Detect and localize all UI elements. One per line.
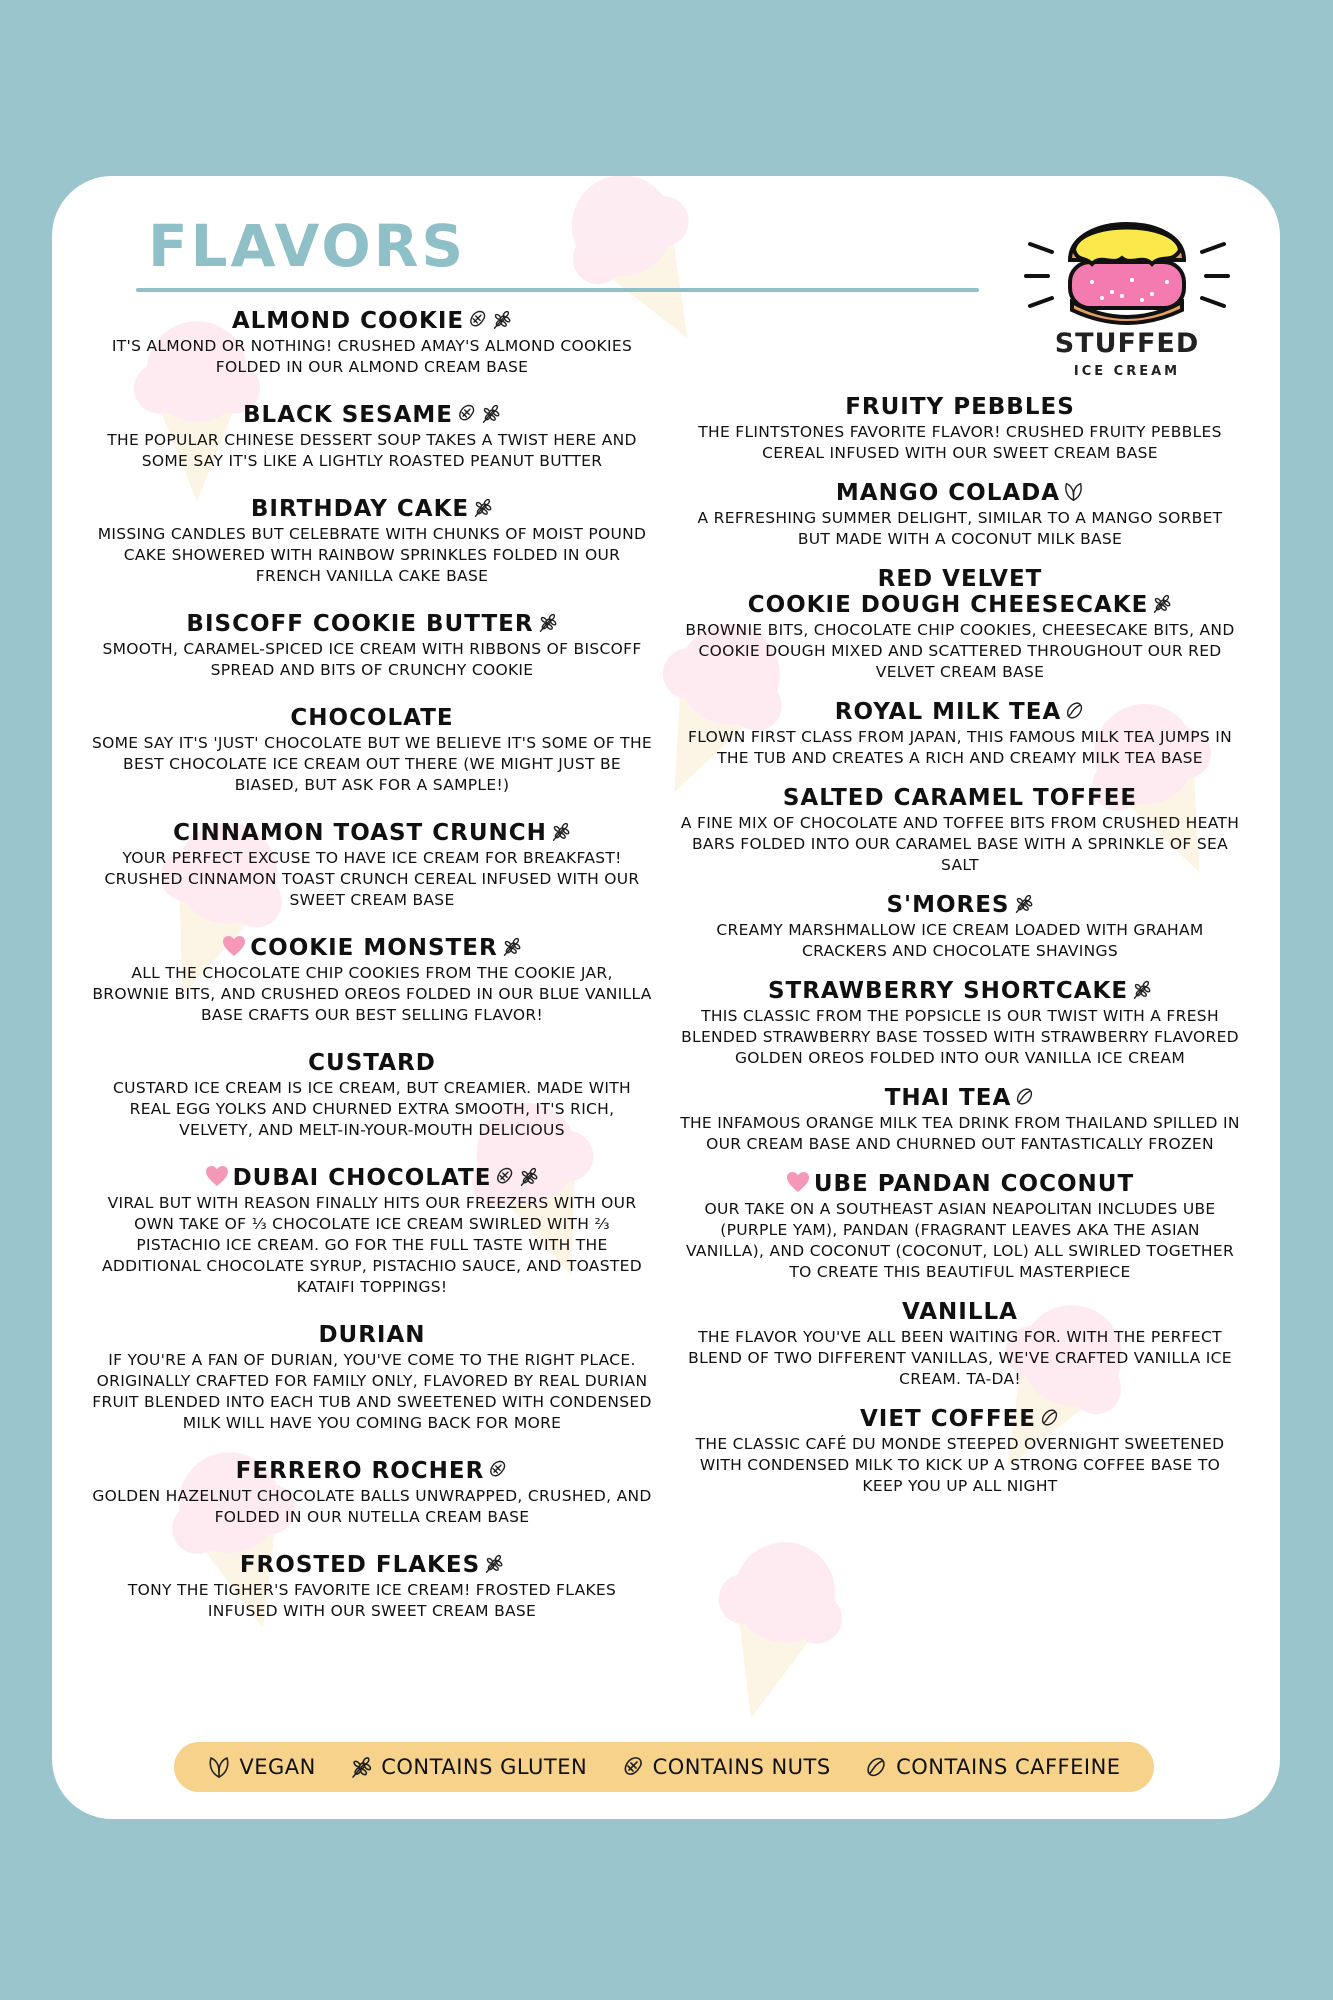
flavor-item <box>680 699 1240 769</box>
flavor-name <box>92 1322 652 1348</box>
legend-label: CONTAINS CAFFEINE <box>896 1755 1121 1779</box>
flavor-description: CUSTARD ICE CREAM IS ICE CREAM, BUT CREAMIER. MADE WITH REAL EGG YOLKS AND CHURNED EXTRA SMOOTH, IT'S RICH, VELVETY, AND MELT-IN-YOUR-MOUTH DELICIOUS <box>113 1079 631 1139</box>
flavor-item <box>680 1406 1240 1497</box>
vegan-icon <box>1063 481 1084 502</box>
flavor-name-text: VIET COFFEE <box>859 1406 1037 1432</box>
flavor-name-text: CUSTARD <box>308 1050 436 1076</box>
flavor-item <box>92 705 652 796</box>
flavor-name-text: ROYAL MILK TEA <box>834 699 1062 725</box>
flavor-name-text: THAI TEA <box>884 1085 1012 1111</box>
left-flavor-column <box>92 308 652 1622</box>
heart-icon <box>786 1171 810 1193</box>
flavor-item <box>680 394 1240 464</box>
flavor-item <box>92 1458 652 1528</box>
nut-icon <box>456 403 477 424</box>
flavor-name-text: MANGO COLADA <box>835 480 1061 506</box>
title-divider <box>136 288 979 292</box>
gluten-icon <box>1013 893 1034 914</box>
flavor-name <box>680 1171 1240 1197</box>
caffeine-icon <box>1064 700 1085 721</box>
brand-subtitle: ICE CREAM <box>1073 364 1181 379</box>
flavor-name <box>680 1085 1240 1111</box>
flavor-item <box>680 978 1240 1069</box>
flavor-item <box>92 1552 652 1622</box>
flavor-name <box>680 978 1240 1004</box>
nut-icon <box>467 309 488 330</box>
legend-item <box>349 1755 587 1779</box>
flavor-name <box>680 1406 1240 1432</box>
flavor-name-text: UBE PANDAN COCONUT <box>813 1171 1135 1197</box>
flavor-name <box>680 566 1240 618</box>
flavor-description: THE FLAVOR YOU'VE ALL BEEN WAITING FOR. WITH THE PERFECT BLEND OF TWO DIFFERENT VANILLAS, WE'VE CRAFTED VANILLA ICE CREAM. TA-DA! <box>688 1328 1232 1388</box>
flavor-name <box>92 820 652 846</box>
flavor-description: A REFRESHING SUMMER DELIGHT, SIMILAR TO A MANGO SORBET BUT MADE WITH A COCONUT MILK BASE <box>697 509 1223 548</box>
flavor-name <box>92 935 652 961</box>
flavor-item <box>92 611 652 681</box>
flavor-description: ALL THE CHOCOLATE CHIP COOKIES FROM THE COOKIE JAR, BROWNIE BITS, AND CRUSHED OREOS FOLDED IN OUR BLUE VANILLA BASE CRAFTS OUR BEST SELLING FLAVOR! <box>92 964 652 1024</box>
gluten-icon <box>349 1755 373 1779</box>
flavor-description: THE FLINTSTONES FAVORITE FLAVOR! CRUSHED FRUITY PEBBLES CEREAL INFUSED WITH OUR SWEET CREAM BASE <box>698 423 1222 462</box>
flavor-name <box>680 785 1240 811</box>
flavor-description: OUR TAKE ON A SOUTHEAST ASIAN NEAPOLITAN INCLUDES UBE (PURPLE YAM), PANDAN (FRAGRANT LEAVES AKA THE ASIAN VANILLA), AND COCONUT (COCONUT, LOL) ALL SWIRLED TOGETHER TO CREATE THIS BEAUTIFUL MASTERPIECE <box>685 1200 1235 1281</box>
flavor-name-text: SALTED CARAMEL TOFFEE <box>782 785 1138 811</box>
flavor-name <box>92 496 652 522</box>
caffeine-icon <box>864 1755 888 1779</box>
flavor-name <box>680 892 1240 918</box>
flavor-item <box>92 1322 652 1434</box>
menu-card <box>52 176 1280 1819</box>
gluten-icon <box>480 403 501 424</box>
flavor-item <box>92 402 652 472</box>
flavor-description: IF YOU'RE A FAN OF DURIAN, YOU'VE COME TO THE RIGHT PLACE. ORIGINALLY CRAFTED FOR FAMILY ONLY, FLAVORED BY REAL DURIAN FRUIT BLENDED INTO EACH TUB AND SWEETENED WITH CONDENSED MILK WILL HAVE YOU COMING BACK FOR MORE <box>92 1351 652 1432</box>
flavor-item <box>680 480 1240 550</box>
flavor-item <box>680 1085 1240 1155</box>
brand-name: STUFFED <box>1054 328 1200 359</box>
allergen-legend <box>174 1742 1154 1792</box>
flavor-name-text: VANILLA <box>902 1299 1018 1325</box>
stuffed-logo-icon <box>1022 202 1232 332</box>
gluten-icon <box>550 821 571 842</box>
flavor-item <box>92 1165 652 1298</box>
gluten-icon <box>501 936 522 957</box>
flavor-name-text: S'MORES <box>886 892 1010 918</box>
flavor-name <box>680 699 1240 725</box>
legend-item <box>621 1755 831 1779</box>
caffeine-icon <box>1039 1407 1060 1428</box>
nut-icon <box>487 1459 508 1480</box>
flavor-name <box>92 1050 652 1076</box>
legend-label: CONTAINS NUTS <box>652 1755 831 1779</box>
flavor-name <box>92 1458 652 1484</box>
flavor-description: VIRAL BUT WITH REASON FINALLY HITS OUR FREEZERS WITH OUR OWN TAKE OF ⅓ CHOCOLATE ICE CREAM SWIRLED WITH ⅔ PISTACHIO ICE CREAM. GO FOR THE FULL TASTE WITH THE ADDITIONAL CHOCOLATE SYRUP, PISTACHIO SAUCE, AND TOASTED KATAIFI TOPPINGS! <box>102 1194 642 1296</box>
background-cone-icon <box>648 1492 905 1749</box>
flavor-name-text: BLACK SESAME <box>243 402 453 428</box>
flavor-name-text: FERRERO ROCHER <box>235 1458 485 1484</box>
flavor-description: YOUR PERFECT EXCUSE TO HAVE ICE CREAM FOR BREAKFAST! CRUSHED CINNAMON TOAST CRUNCH CEREAL INFUSED WITH OUR SWEET CREAM BASE <box>104 849 640 909</box>
flavor-name <box>92 1552 652 1578</box>
flavor-description: THE INFAMOUS ORANGE MILK TEA DRINK FROM THAILAND SPILLED IN OUR CREAM BASE AND CHURNED OUT FANTASTICALLY FROZEN <box>680 1114 1240 1153</box>
gluten-icon <box>1151 593 1172 614</box>
gluten-icon <box>483 1553 504 1574</box>
heart-icon <box>222 935 246 957</box>
flavor-description: IT'S ALMOND OR NOTHING! CRUSHED AMAY'S ALMOND COOKIES FOLDED IN OUR ALMOND CREAM BASE <box>111 337 633 376</box>
nut-icon <box>494 1166 515 1187</box>
flavor-description: THIS CLASSIC FROM THE POPSICLE IS OUR TWIST WITH A FRESH BLENDED STRAWBERRY BASE TOSSED WITH STRAWBERRY FLAVORED GOLDEN OREOS FOLDED INTO OUR VANILLA ICE CREAM <box>681 1007 1239 1067</box>
flavor-description: BROWNIE BITS, CHOCOLATE CHIP COOKIES, CHEESECAKE BITS, AND COOKIE DOUGH MIXED AND SCATTERED THROUGHOUT OUR RED VELVET CREAM BASE <box>685 621 1235 681</box>
flavor-name-text: CHOCOLATE <box>290 705 454 731</box>
right-flavor-column <box>680 394 1240 1497</box>
flavor-name-text: BIRTHDAY CAKE <box>250 496 470 522</box>
flavor-name-text: STRAWBERRY SHORTCAKE <box>767 978 1129 1004</box>
gluten-icon <box>518 1166 539 1187</box>
flavor-name-text: FRUITY PEBBLES <box>845 394 1075 420</box>
flavor-description: FLOWN FIRST CLASS FROM JAPAN, THIS FAMOUS MILK TEA JUMPS IN THE TUB AND CREATES A RICH AND CREAMY MILK TEA BASE <box>687 728 1233 767</box>
flavor-item <box>680 785 1240 876</box>
flavor-item <box>92 935 652 1026</box>
gluten-icon <box>537 612 558 633</box>
flavor-description: A FINE MIX OF CHOCOLATE AND TOFFEE BITS FROM CRUSHED HEATH BARS FOLDED INTO OUR CARAMEL BASE WITH A SPRINKLE OF SEA SALT <box>680 814 1240 874</box>
flavor-description: CREAMY MARSHMALLOW ICE CREAM LOADED WITH GRAHAM CRACKERS AND CHOCOLATE SHAVINGS <box>716 921 1204 960</box>
flavor-name <box>92 705 652 731</box>
flavor-name-text: BISCOFF COOKIE BUTTER <box>186 611 534 637</box>
flavor-name-line: RED VELVET <box>877 566 1043 592</box>
flavor-name-text: DUBAI CHOCOLATE <box>232 1165 492 1191</box>
flavor-description: MISSING CANDLES BUT CELEBRATE WITH CHUNKS OF MOIST POUND CAKE SHOWERED WITH RAINBOW SPRINKLES FOLDED IN OUR FRENCH VANILLA CAKE BASE <box>97 525 647 585</box>
flavor-item <box>92 820 652 911</box>
legend-label: CONTAINS GLUTEN <box>381 1755 588 1779</box>
flavor-name-text: COOKIE MONSTER <box>250 935 498 961</box>
legend-label: VEGAN <box>239 1755 316 1779</box>
flavor-name-text: DURIAN <box>318 1322 426 1348</box>
flavor-name <box>680 1299 1240 1325</box>
heart-icon <box>205 1165 229 1187</box>
gluten-icon <box>472 497 493 518</box>
flavor-description: SMOOTH, CARAMEL-SPICED ICE CREAM WITH RIBBONS OF BISCOFF SPREAD AND BITS OF CRUNCHY COOKIE <box>102 640 642 679</box>
flavor-description: TONY THE TIGHER'S FAVORITE ICE CREAM! FROSTED FLAKES INFUSED WITH OUR SWEET CREAM BASE <box>127 1581 617 1620</box>
flavor-name <box>92 611 652 637</box>
nut-icon <box>621 1755 645 1779</box>
page-title: FLAVORS <box>148 212 467 280</box>
flavor-item <box>92 1050 652 1141</box>
flavor-item <box>92 496 652 587</box>
flavor-name <box>92 308 652 334</box>
flavor-item <box>680 1171 1240 1283</box>
flavor-item <box>92 308 652 378</box>
flavor-item <box>680 892 1240 962</box>
flavor-item <box>680 566 1240 683</box>
legend-item <box>207 1755 315 1779</box>
flavor-name-line: COOKIE DOUGH CHEESECAKE <box>747 592 1149 618</box>
flavor-name-text: ALMOND COOKIE <box>231 308 465 334</box>
flavor-name <box>680 480 1240 506</box>
flavor-name <box>92 1165 652 1191</box>
flavor-description: THE POPULAR CHINESE DESSERT SOUP TAKES A TWIST HERE AND SOME SAY IT'S LIKE A LIGHTLY ROASTED PEANUT BUTTER <box>107 431 637 470</box>
flavor-description: SOME SAY IT'S 'JUST' CHOCOLATE BUT WE BELIEVE IT'S SOME OF THE BEST CHOCOLATE ICE CREAM OUT THERE (WE MIGHT JUST BE BIASED, BUT ASK FOR A SAMPLE!) <box>92 734 653 794</box>
flavor-item <box>680 1299 1240 1390</box>
gluten-icon <box>491 309 512 330</box>
flavor-description: THE CLASSIC CAFÉ DU MONDE STEEPED OVERNIGHT SWEETENED WITH CONDENSED MILK TO KICK UP A STRONG COFFEE BASE TO KEEP YOU UP ALL NIGHT <box>695 1435 1225 1495</box>
flavor-name-text: FROSTED FLAKES <box>239 1552 481 1578</box>
flavor-description: GOLDEN HAZELNUT CHOCOLATE BALLS UNWRAPPED, CRUSHED, AND FOLDED IN OUR NUTELLA CREAM BASE <box>92 1487 652 1526</box>
flavor-name-text: CINNAMON TOAST CRUNCH <box>173 820 547 846</box>
legend-item <box>864 1755 1121 1779</box>
caffeine-icon <box>1014 1086 1035 1107</box>
flavor-name <box>680 394 1240 420</box>
gluten-icon <box>1131 979 1152 1000</box>
flavor-name <box>92 402 652 428</box>
vegan-icon <box>207 1755 231 1779</box>
